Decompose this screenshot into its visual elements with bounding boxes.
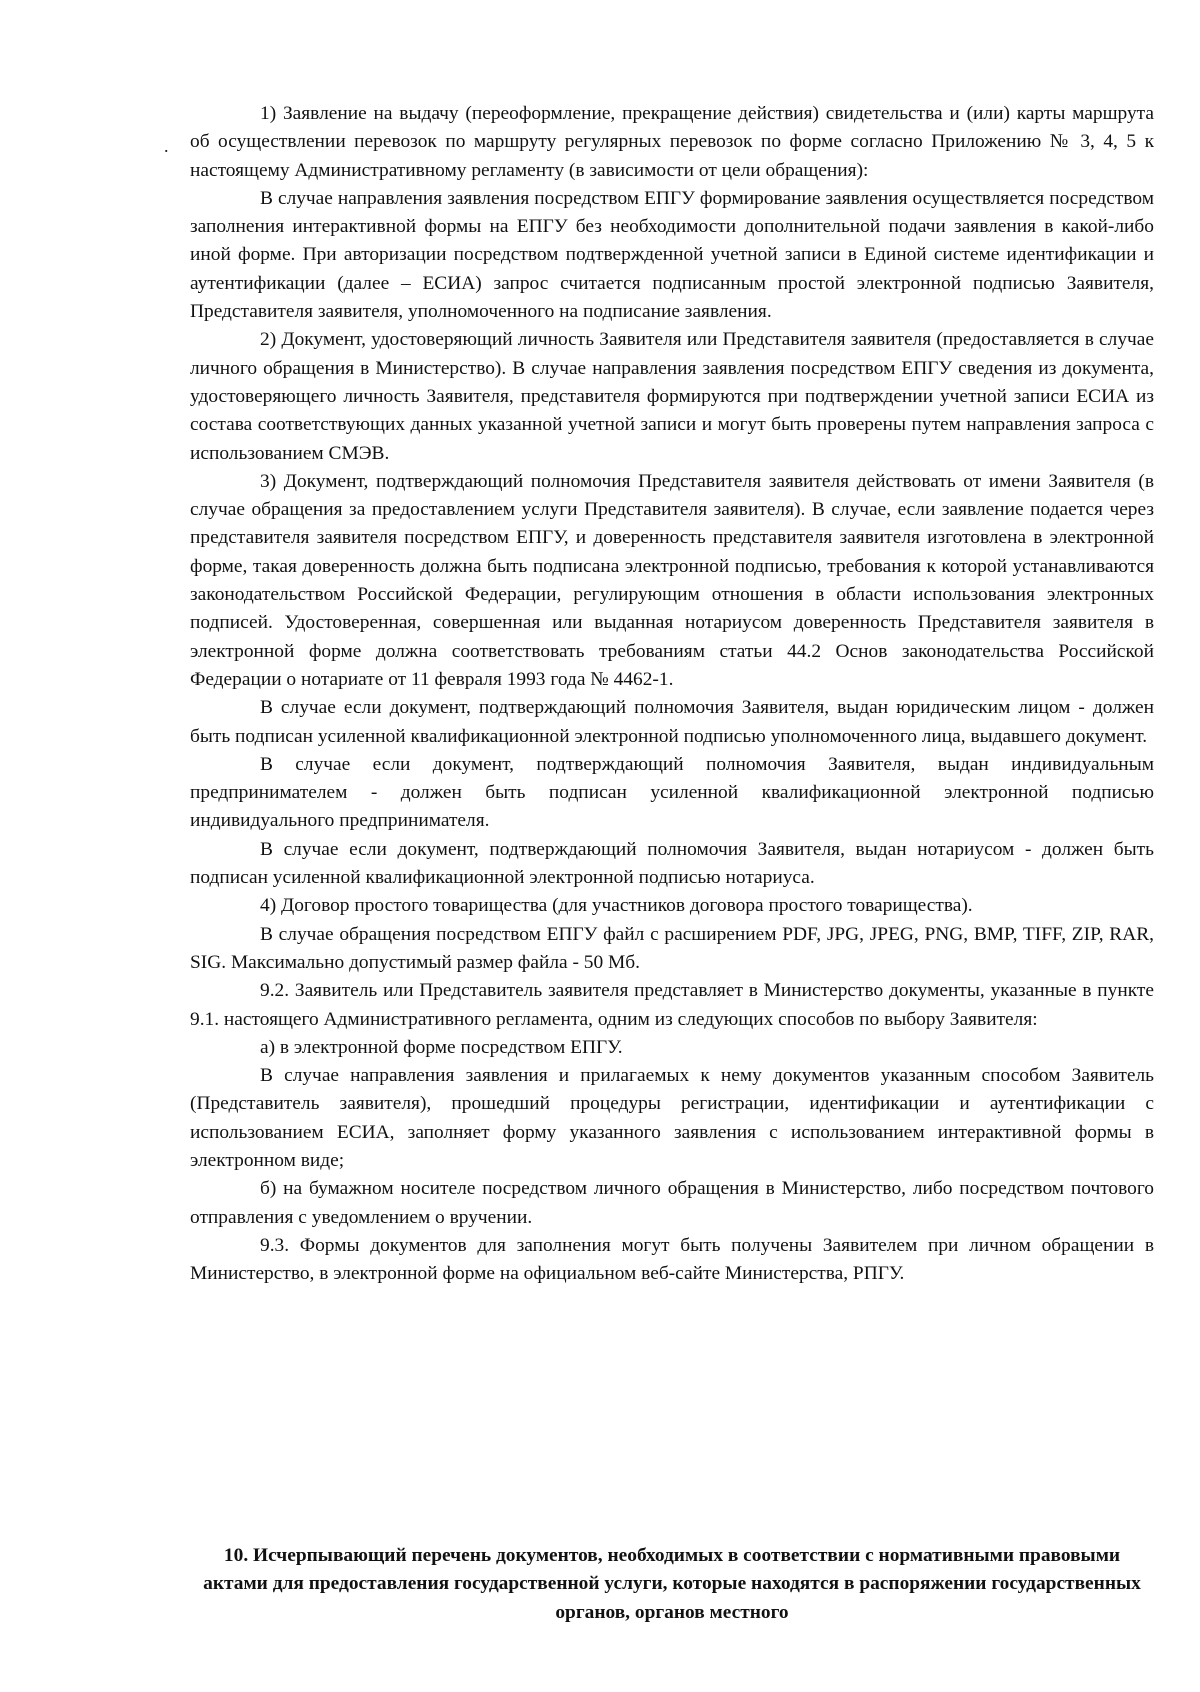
paragraph-electronic-procedure: В случае направления заявления и прилагаемых к нему документов указанным способом Заявитель (Представитель заявителя), прошедший процедуры регистрации, идентификации и аутентификации с использованием ЕСИА, заполняет форму указанного заявления с использованием интерактивной формы в электронном виде; [190,1065,1154,1171]
paragraph-entrepreneur: В случае если документ, подтверждающий полномочия Заявителя, выдан индивидуальным предпринимателем - должен быть подписан усиленной квалификационной электронной подписью индивидуального предпринимателя. [190,753,1154,832]
paragraph-partnership-agreement: 4) Договор простого товарищества (для участников договора простого товарищества). [260,895,973,917]
document-body [190,100,1154,1288]
section-10-heading: 10. Исчерпывающий перечень документов, необходимых в соответствии с нормативными правовыми актами для предоставления государственной услуги, которые находятся в распоряжении государственных органов, органов местного [203,1545,1141,1623]
paragraph-identity-document: 2) Документ, удостоверяющий личность Заявителя или Представителя заявителя (предоставляется в случае личного обращения в Министерство). В случае направления заявления посредством ЕПГУ сведения из документа, удостоверяющего личность Заявителя, представителя формируются при подтверждении учетной записи ЕСИА из состава соответствующих данных указанной учетной записи и могут быть проверены путем направления запроса с использованием СМЭВ. [190,329,1154,464]
paragraph-authority-document: 3) Документ, подтверждающий полномочия Представителя заявителя действовать от имени Заявителя (в случае обращения за предоставлением услуги Представителя заявителя). В случае, если заявление подается через представителя заявителя посредством ЕПГУ, и доверенность представителя заявителя изготовлена в электронной форме, такая доверенность должна быть подписана электронной подписью, требования к которой устанавливаются законодательством Российской Федерации, регулирующим отношения в области использования электронных подписей. Удостоверенная, совершенная или выданная нотариусом доверенность Представителя заявителя в электронной форме должна соответствовать требованиям статьи 44.2 Основ законодательства Российской Федерации о нотариате от 11 февраля 1993 года № 4462-1. [190,470,1154,690]
paragraph-epgu-application: В случае направления заявления посредством ЕПГУ формирование заявления осуществляется посредством заполнения интерактивной формы на ЕПГУ без необходимости дополнительной подачи заявления в какой-либо иной форме. При авторизации посредством подтвержденной учетной записи в Единой системе идентификации и аутентификации (далее – ЕСИА) запрос считается подписанным простой электронной подписью Заявителя, Представителя заявителя, уполномоченного на подписание заявления. [190,187,1154,323]
margin-mark: . [164,136,169,156]
paragraph-paper-form: б) на бумажном носителе посредством личного обращения в Министерство, либо посредством почтового отправления с уведомлением о вручении. [190,1178,1154,1228]
paragraph-application: 1) Заявление на выдачу (переоформление, прекращение действия) свидетельства и (или) карты маршрута об осуществлении перевозок по маршруту регулярных перевозок по форме согласно Приложению № 3, 4, 5 к настоящему Административному регламенту (в зависимости от цели обращения): [190,103,1154,181]
paragraph-9-2: 9.2. Заявитель или Представитель заявителя представляет в Министерство документы, указанные в пункте 9.1. настоящего Административного регламента, одним из следующих способов по выбору Заявителя: [190,980,1154,1030]
paragraph-legal-entity: В случае если документ, подтверждающий полномочия Заявителя, выдан юридическим лицом - должен быть подписан усиленной квалификационной электронной подписью уполномоченного лица, выдавшего документ. [190,697,1154,747]
paragraph-electronic-form: а) в электронной форме посредством ЕПГУ. [260,1036,623,1058]
paragraph-9-3: 9.3. Формы документов для заполнения могут быть получены Заявителем при личном обращении в Министерство, в электронной форме на официальном веб-сайте Министерства, РПГУ. [190,1234,1154,1285]
paragraph-file-formats: В случае обращения посредством ЕПГУ файл с расширением PDF, JPG, JPEG, PNG, BMP, TIFF, ZIP, RAR, SIG. Максимально допустимый размер файла - 50 Мб. [190,923,1154,973]
paragraph-notary: В случае если документ, подтверждающий полномочия Заявителя, выдан нотариусом - должен быть подписан усиленной квалификационной электронной подписью нотариуса. [190,838,1154,889]
